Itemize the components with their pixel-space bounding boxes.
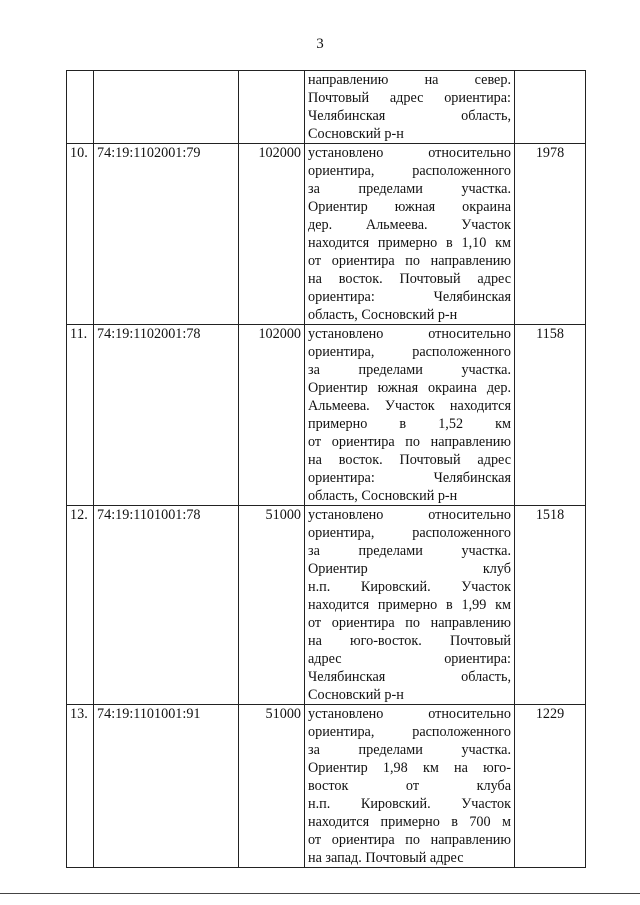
description-line: установлено относительно <box>308 145 511 161</box>
location-description-cell <box>305 71 515 144</box>
distance-cell <box>515 71 586 144</box>
description-line: ориентира, расположенного <box>308 344 511 360</box>
description-line: направлению на север. <box>308 72 511 88</box>
footer-divider <box>0 893 640 894</box>
description-line: за пределами участка. <box>308 742 511 758</box>
description-line: за пределами участка. <box>308 181 511 197</box>
description-line: Ориентир южная окраина <box>308 199 511 215</box>
description-line: ориентира: Челябинская <box>308 470 511 486</box>
description-line: Альмеева. Участок находится <box>308 398 511 414</box>
location-description-cell <box>305 144 515 325</box>
area-cell: 102000 <box>239 325 305 506</box>
description-line: от ориентира по направлению <box>308 253 511 269</box>
location-description-cell <box>305 506 515 705</box>
area-cell: 102000 <box>239 144 305 325</box>
description-line: на восток. Почтовый адрес <box>308 271 511 287</box>
description-line: восток от клуба <box>308 778 511 794</box>
location-description-cell <box>305 325 515 506</box>
cadastral-number-cell: 74:19:1101001:78 <box>94 506 239 705</box>
description-line: на восток. Почтовый адрес <box>308 452 511 468</box>
distance-cell: 1229 <box>515 705 586 868</box>
table-row <box>67 144 586 325</box>
description-line: установлено относительно <box>308 326 511 342</box>
row-number-cell: 10. <box>67 144 94 325</box>
description-line: Ориентир клуб <box>308 561 511 577</box>
description-line: Сосновский р-н <box>308 126 404 142</box>
description-line: от ориентира по направлению <box>308 434 511 450</box>
distance-cell: 1978 <box>515 144 586 325</box>
description-line: Ориентир 1,98 км на юго- <box>308 760 511 776</box>
description-line: от ориентира по направлению <box>308 615 511 631</box>
description-line: н.п. Кировский. Участок <box>308 579 511 595</box>
description-line: примерно в 1,52 км <box>308 416 511 432</box>
description-line: ориентира, расположенного <box>308 724 511 740</box>
distance-cell: 1518 <box>515 506 586 705</box>
table-row <box>67 705 586 868</box>
table-body <box>67 71 586 868</box>
cadastral-number-cell <box>94 71 239 144</box>
description-line: на запад. Почтовый адрес <box>308 850 464 866</box>
description-line: находится примерно в 700 м <box>308 814 511 830</box>
area-cell: 51000 <box>239 705 305 868</box>
row-number-cell: 12. <box>67 506 94 705</box>
description-line: на юго-восток. Почтовый <box>308 633 511 649</box>
table-row <box>67 506 586 705</box>
description-line: за пределами участка. <box>308 362 511 378</box>
description-line: установлено относительно <box>308 706 511 722</box>
page-number: 3 <box>316 36 324 52</box>
description-line: находится примерно в 1,99 км <box>308 597 511 613</box>
description-line: область, Сосновский р-н <box>308 307 458 323</box>
description-line: Ориентир южная окраина дер. <box>308 380 511 396</box>
description-line: от ориентира по направлению <box>308 832 511 848</box>
description-line: за пределами участка. <box>308 543 511 559</box>
description-line: н.п. Кировский. Участок <box>308 796 511 812</box>
cadastral-number-cell: 74:19:1102001:79 <box>94 144 239 325</box>
area-cell <box>239 71 305 144</box>
row-number-cell: 13. <box>67 705 94 868</box>
description-line: ориентира, расположенного <box>308 525 511 541</box>
description-line: Сосновский р-н <box>308 687 404 703</box>
description-line: находится примерно в 1,10 км <box>308 235 511 251</box>
description-line: установлено относительно <box>308 507 511 523</box>
table-row <box>67 325 586 506</box>
description-line: ориентира, расположенного <box>308 163 511 179</box>
description-line: ориентира: Челябинская <box>308 289 511 305</box>
row-number-cell: 11. <box>67 325 94 506</box>
cadastral-number-cell: 74:19:1101001:91 <box>94 705 239 868</box>
description-line: Челябинская область, <box>308 108 511 124</box>
description-line: дер. Альмеева. Участок <box>308 217 511 233</box>
row-number-cell <box>67 71 94 144</box>
table-row <box>67 71 586 144</box>
description-line: Почтовый адрес ориентира: <box>308 90 511 106</box>
land-plots-table <box>66 70 586 868</box>
location-description-cell <box>305 705 515 868</box>
area-cell: 51000 <box>239 506 305 705</box>
distance-cell: 1158 <box>515 325 586 506</box>
description-line: Челябинская область, <box>308 669 511 685</box>
description-line: адрес ориентира: <box>308 651 511 667</box>
cadastral-number-cell: 74:19:1102001:78 <box>94 325 239 506</box>
description-line: область, Сосновский р-н <box>308 488 458 504</box>
